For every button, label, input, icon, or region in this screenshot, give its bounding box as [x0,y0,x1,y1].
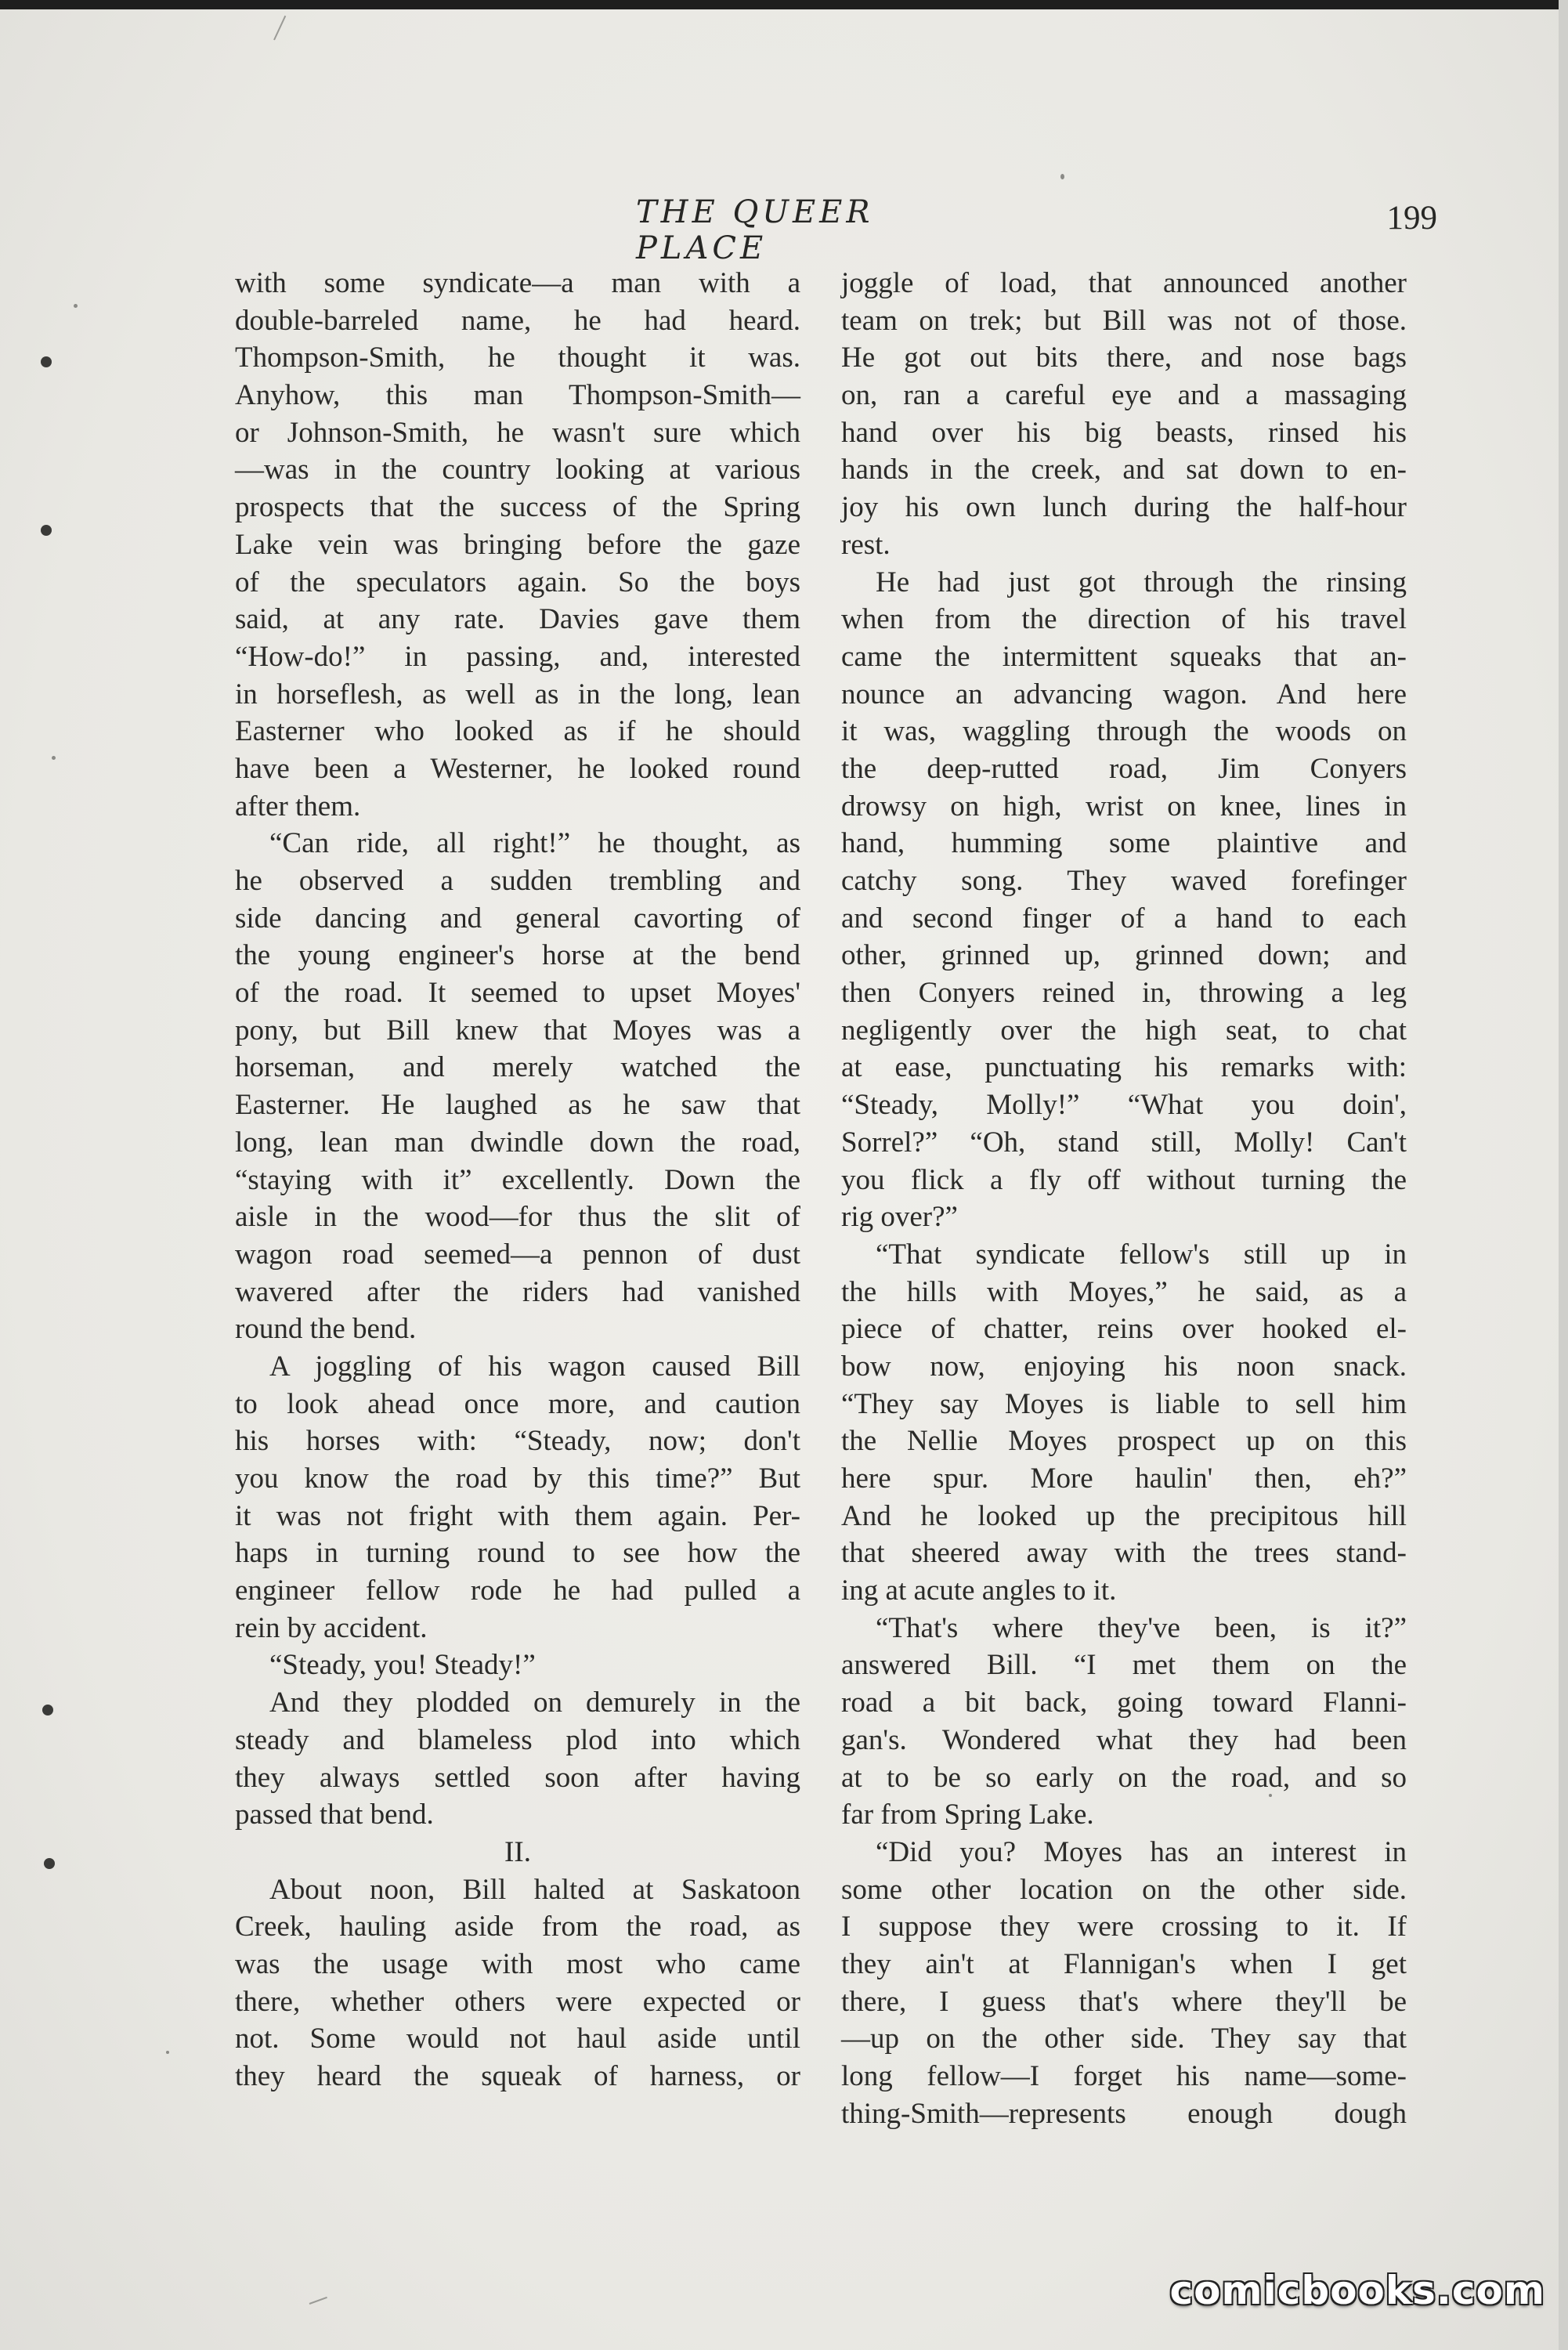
right-column [841,265,1407,2132]
text-line: the deep-rutted road, Jim Conyers [841,752,1407,785]
text-line: Thompson-Smith, he thought it was. [235,342,800,374]
text-line: steady and blameless plod into which [235,1723,800,1756]
binding-hole [41,356,52,367]
paper-scratch [273,16,286,41]
paper-speck [1060,174,1064,179]
text-line: “How-do!” in passing, and, interested [235,640,800,673]
watermark-logo: comicbooks.com [1169,2268,1545,2313]
binding-hole [41,525,52,536]
text-line: he observed a sudden trembling and [235,865,800,897]
page-edge [1559,0,1568,2350]
text-line: rig over?” [841,1201,958,1234]
text-line: some other location on the other side. [841,1873,1407,1906]
paper-scratch [309,2297,327,2305]
text-line: you flick a fly off without turning the [841,1163,1407,1196]
text-line: engineer fellow rode he had pulled a [235,1574,800,1607]
paper-speck [52,756,56,760]
text-line: passed that bend. [235,1799,434,1831]
text-line: at to be so early on the road, and so [841,1761,1407,1794]
text-line: his horses with: “Steady, now; don't [235,1425,800,1458]
text-line: answered Bill. “I met them on the [841,1649,1407,1682]
top-border [0,0,1559,9]
text-line: ing at acute angles to it. [841,1574,1117,1607]
text-line: far from Spring Lake. [841,1799,1094,1831]
text-line: A joggling of his wagon caused Bill [269,1350,800,1383]
text-line: Sorrel?” “Oh, stand still, Molly! Can't [841,1126,1407,1159]
text-line: you know the road by this time?” But [235,1462,800,1495]
text-line: piece of chatter, reins over hooked el- [841,1313,1407,1346]
text-line: hands in the creek, and sat down to en- [841,454,1407,486]
text-line: bow now, enjoying his noon snack. [841,1350,1407,1383]
text-line: joggle of load, that announced another [841,267,1407,299]
text-line: prospects that the success of the Spring [235,491,800,524]
text-line: at ease, punctuating his remarks with: [841,1051,1407,1084]
binding-hole [44,1858,55,1869]
text-line: long, lean man dwindle down the road, [235,1126,800,1159]
text-line: double-barreled name, he had heard. [235,304,800,337]
text-line: the young engineer's horse at the bend [235,939,800,972]
text-line: not. Some would not haul aside until [235,2023,800,2055]
text-line: and second finger of a hand to each [841,902,1407,935]
running-head: THE QUEER PLACE [636,194,874,266]
text-line: drowsy on high, wrist on knee, lines in [841,790,1407,822]
text-line: hand over his big beasts, rinsed his [841,416,1407,449]
text-line: —was in the country looking at various [235,454,800,486]
text-line: of the road. It seemed to upset Moyes' [235,977,800,1010]
text-line: “They say Moyes is liable to sell him [841,1387,1407,1420]
text-line: joy his own lunch during the half-hour [841,491,1407,524]
text-line: rein by accident. [235,1611,428,1644]
text-line: round the bend. [235,1313,417,1346]
text-line: in horseflesh, as well as in the long, lean [235,678,800,710]
text-line: of the speculators again. So the boys [235,566,800,598]
text-line: I suppose they were crossing to it. If [841,1911,1407,1943]
text-line: rest. [841,528,891,561]
text-line: Creek, hauling aside from the road, as [235,1911,800,1943]
text-line: aisle in the wood—for thus the slit of [235,1201,800,1234]
text-line: And they plodded on demurely in the [269,1687,800,1719]
text-line: About noon, Bill halted at Saskatoon [269,1873,800,1906]
text-line: on, ran a careful eye and a massaging [841,379,1407,412]
text-line: side dancing and general cavorting of [235,902,800,935]
text-line: wagon road seemed—a pennon of dust [235,1238,800,1271]
text-line: “staying with it” excellently. Down the [235,1163,800,1196]
text-line: catchy song. They waved forefinger [841,865,1407,897]
text-line: when from the direction of his travel [841,603,1407,636]
page-number: 199 [1386,200,1437,237]
text-line: negligently over the high seat, to chat [841,1014,1407,1047]
text-line: pony, but Bill knew that Moyes was a [235,1014,800,1047]
text-line: said, at any rate. Davies gave them [235,603,800,636]
text-line: nounce an advancing wagon. And here [841,678,1407,710]
text-line: that sheered away with the trees stand- [841,1537,1407,1570]
text-line: the hills with Moyes,” he said, as a [841,1275,1407,1308]
text-line: long fellow—I forget his name—some- [841,2060,1407,2092]
paper-speck [166,2051,169,2054]
text-line: haps in turning round to see how the [235,1537,800,1570]
text-line: “Can ride, all right!” he thought, as [269,827,800,860]
text-line: they ain't at Flannigan's when I get [841,1947,1407,1980]
text-line: wavered after the riders had vanished [235,1275,800,1308]
text-line: horseman, and merely watched the [235,1051,800,1084]
text-line: Easterner who looked as if he should [235,715,800,748]
text-line: “That syndicate fellow's still up in [876,1238,1407,1271]
text-line: here spur. More haulin' then, eh?” [841,1462,1407,1495]
text-line: hand, humming some plaintive and [841,827,1407,860]
text-line: the Nellie Moyes prospect up on this [841,1425,1407,1458]
paper-speck [74,304,78,308]
text-line: “Steady, you! Steady!” [269,1649,536,1682]
text-line: they heard the squeak of harness, or [235,2060,800,2092]
text-line: came the intermittent squeaks that an- [841,640,1407,673]
left-column [235,265,800,2095]
text-line: thing-Smith—represents enough dough [841,2097,1407,2130]
text-line: or Johnson-Smith, he wasn't sure which [235,416,800,449]
text-line: with some syndicate—a man with a [235,267,800,299]
text-line: Lake vein was bringing before the gaze [235,528,800,561]
text-line: road a bit back, going toward Flanni- [841,1687,1407,1719]
text-line: to look ahead once more, and caution [235,1387,800,1420]
text-line: it was not fright with them again. Per- [235,1499,800,1532]
section-heading: II. [504,1835,531,1868]
text-line: they always settled soon after having [235,1761,800,1794]
text-line: Anyhow, this man Thompson-Smith— [235,379,800,412]
text-line: “Steady, Molly!” “What you doin', [841,1089,1407,1122]
text-line: He got out bits there, and nose bags [841,342,1407,374]
text-line: there, whether others were expected or [235,1985,800,2018]
text-line: team on trek; but Bill was not of those. [841,304,1407,337]
text-line: it was, waggling through the woods on [841,715,1407,748]
text-line: other, grinned up, grinned down; and [841,939,1407,972]
text-line: And he looked up the precipitous hill [841,1499,1407,1532]
text-line: after them. [235,790,361,822]
text-line: “That's where they've been, is it?” [876,1611,1407,1644]
text-line: there, I guess that's where they'll be [841,1985,1407,2018]
text-line: He had just got through the rinsing [876,566,1407,598]
text-line: —up on the other side. They say that [841,2023,1407,2055]
binding-hole [42,1705,53,1716]
text-line: gan's. Wondered what they had been [841,1723,1407,1756]
text-line: have been a Westerner, he looked round [235,752,800,785]
text-line: “Did you? Moyes has an interest in [876,1835,1407,1868]
text-line: was the usage with most who came [235,1947,800,1980]
text-line: then Conyers reined in, throwing a leg [841,977,1407,1010]
text-line: Easterner. He laughed as he saw that [235,1089,800,1122]
